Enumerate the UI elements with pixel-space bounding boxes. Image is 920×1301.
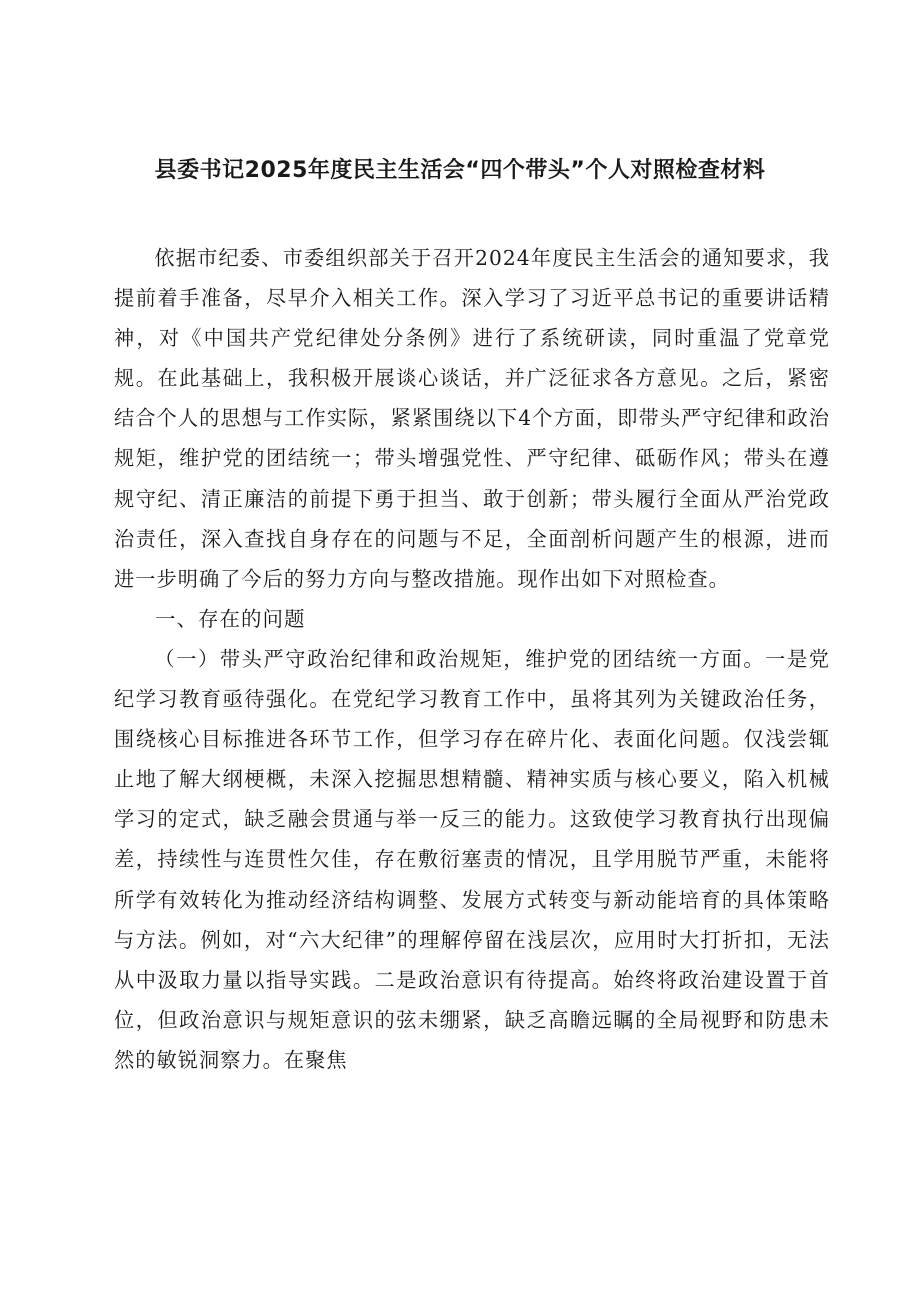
- section-paragraph-political-discipline: （一）带头严守政治纪律和政治规矩，维护党的团结统一方面。一是党纪学习教育亟待强化。在党纪学习教育工作中，虽将其列为关键政治任务，围绕核心目标推进各环节工作，但学习存在碎片化、表面化问题。仅浅尝辄止地了解大纲梗概，未深入挖掘思想精髓、精神实质与核心要义，陷入机械学习的定式，缺乏融会贯通与举一反三的能力。这致使学习教育执行出现偏差，持续性与连贯性欠佳，存在敷衍塞责的情况，且学用脱节严重，未能将所学有效转化为推动经济结构调整、发展方式转变与新动能培育的具体策略与方法。例如，对“六大纪律”的理解停留在浅层次，应用时大打折扣，无法从中汲取力量以指导实践。二是政治意识有待提高。始终将政治建设置于首位，但政治意识与规矩意识的弦未绷紧，缺乏高瞻远瞩的全局视野和防患未然的敏锐洞察力。在聚焦: [114, 646, 830, 1072]
- section-heading-problems: 一、存在的问题: [155, 606, 306, 631]
- document-body: [114, 238, 830, 1080]
- intro-paragraph: 依据市纪委、市委组织部关于召开2024年度民主生活会的通知要求，我提前着手准备，尽早介入相关工作。深入学习了习近平总书记的重要讲话精神，对《中国共产党纪律处分条例》进行了系统研读，同时重温了党章党规。在此基础上，我积极开展谈心谈话，并广泛征求各方意见。之后，紧密结合个人的思想与工作实际，紧紧围绕以下4个方面，即带头严守纪律和政治规矩，维护党的团结统一；带头增强党性、严守纪律、砥砺作风；带头在遵规守纪、清正廉洁的前提下勇于担当、敢于创新；带头履行全面从严治党政治责任，深入查找自身存在的问题与不足，全面剖析问题产生的根源，进而进一步明确了今后的努力方向与整改措施。现作出如下对照检查。: [114, 246, 830, 591]
- document-title: 县委书记2025年度民主生活会“四个带头”个人对照检查材料: [154, 158, 766, 183]
